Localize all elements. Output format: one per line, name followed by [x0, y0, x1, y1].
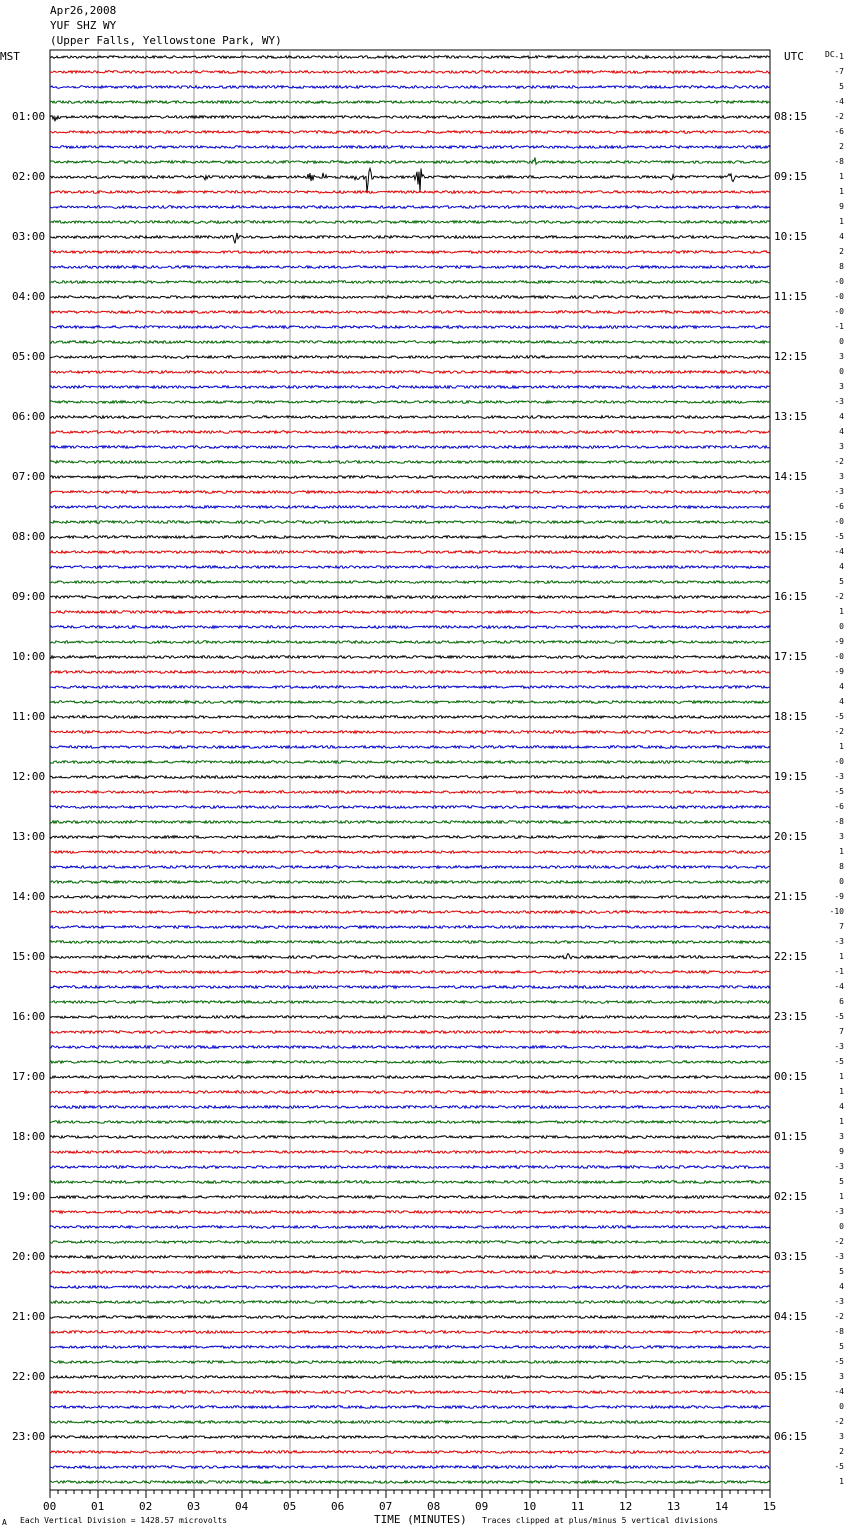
- utc-hour-label: 08:15: [774, 110, 808, 123]
- dc-offset-label: -6: [834, 502, 844, 511]
- dc-offset-label: -3: [834, 1042, 844, 1051]
- trace-row-6: [50, 146, 770, 149]
- dc-offset-label: 7: [839, 1027, 844, 1036]
- utc-hour-label: 01:15: [774, 1130, 808, 1143]
- utc-hour-label: 23:15: [774, 1010, 808, 1023]
- dc-offset-label: 0: [839, 1402, 844, 1411]
- trace-row-87: [50, 1361, 770, 1364]
- dc-offset-label: -0: [834, 757, 844, 766]
- trace-row-44: [50, 716, 770, 719]
- dc-offset-label: 5: [839, 1177, 844, 1186]
- mst-hour-label: 06:00: [12, 410, 46, 423]
- x-tick-label: 00: [43, 1500, 57, 1513]
- dc-offset-label: 8: [839, 262, 844, 271]
- x-tick-label: 01: [91, 1500, 105, 1513]
- trace-row-81: [50, 1271, 770, 1274]
- dc-offset-label: -3: [834, 397, 844, 406]
- dc-offset-label: 0: [839, 622, 844, 631]
- dc-offset-label: 9: [839, 202, 844, 211]
- trace-row-95: [50, 1481, 770, 1484]
- dc-offset-label: 1: [839, 217, 844, 226]
- trace-row-39: [50, 641, 770, 644]
- x-tick-label: 06: [331, 1500, 345, 1513]
- mst-hour-label: 18:00: [12, 1130, 46, 1143]
- trace-row-0: [50, 56, 770, 59]
- dc-offset-label: -6: [834, 127, 844, 136]
- dc-offset-label: -9: [834, 637, 844, 646]
- mst-hour-label: 03:00: [12, 230, 46, 243]
- dc-offset-label: 5: [839, 1342, 844, 1351]
- dc-offset-label: -1: [834, 322, 844, 331]
- trace-row-88: [50, 1376, 770, 1379]
- dc-offset-label: -4: [834, 547, 844, 556]
- trace-row-43: [50, 701, 770, 704]
- trace-row-70: [50, 1106, 770, 1109]
- trace-row-86: [50, 1346, 770, 1349]
- x-tick-label: 14: [715, 1500, 729, 1513]
- x-tick-label: 02: [139, 1500, 153, 1513]
- trace-row-65: [50, 1031, 770, 1034]
- utc-hour-label: 15:15: [774, 530, 808, 543]
- dc-offset-label: -1: [834, 967, 844, 976]
- trace-row-77: [50, 1211, 770, 1214]
- dc-offset-label: -9: [834, 667, 844, 676]
- utc-hour-label: 09:15: [774, 170, 808, 183]
- dc-offset-label: -8: [834, 1327, 844, 1336]
- dc-offset-label: -3: [834, 1207, 844, 1216]
- x-tick-label: 10: [523, 1500, 537, 1513]
- dc-offset-label: 8: [839, 862, 844, 871]
- trace-row-27: [50, 461, 770, 464]
- dc-offset-label: 0: [839, 337, 844, 346]
- dc-offset-label: -4: [834, 982, 844, 991]
- dc-offset-label: 1: [839, 1192, 844, 1201]
- trace-row-32: [50, 536, 770, 539]
- dc-offset-label: 4: [839, 1102, 844, 1111]
- utc-hour-label: 04:15: [774, 1310, 808, 1323]
- trace-row-21: [50, 371, 770, 374]
- x-tick-label: 04: [235, 1500, 249, 1513]
- utc-hour-label: 21:15: [774, 890, 808, 903]
- dc-offset-label: 0: [839, 877, 844, 886]
- utc-hour-label: 17:15: [774, 650, 808, 663]
- dc-offset-label: 3: [839, 352, 844, 361]
- dc-offset-label: 3: [839, 382, 844, 391]
- trace-row-61: [50, 971, 770, 974]
- trace-row-22: [50, 386, 770, 389]
- trace-row-78: [50, 1226, 770, 1229]
- mst-hour-label: 15:00: [12, 950, 46, 963]
- mst-hour-label: 16:00: [12, 1010, 46, 1023]
- mst-hour-label: 08:00: [12, 530, 46, 543]
- dc-offset-label: 1: [839, 187, 844, 196]
- trace-row-49: [50, 791, 770, 794]
- utc-hour-label: 19:15: [774, 770, 808, 783]
- trace-row-52: [50, 836, 770, 839]
- trace-row-35: [50, 581, 770, 584]
- dc-offset-label: -2: [834, 592, 844, 601]
- dc-label: DC: [825, 50, 835, 59]
- dc-offset-label: -0: [834, 307, 844, 316]
- utc-hour-label: 12:15: [774, 350, 808, 363]
- trace-row-42: [50, 686, 770, 689]
- dc-offset-label: -3: [834, 487, 844, 496]
- trace-row-29: [50, 491, 770, 494]
- mst-hour-label: 19:00: [12, 1190, 46, 1203]
- trace-row-53: [50, 851, 770, 854]
- trace-row-59: [50, 941, 770, 944]
- dc-offset-label: 1: [839, 1072, 844, 1081]
- trace-row-24: [50, 416, 770, 419]
- trace-row-67: [50, 1061, 770, 1064]
- dc-offset-label: -9: [834, 892, 844, 901]
- dc-offset-label: -10: [829, 907, 844, 916]
- utc-hour-label: 22:15: [774, 950, 808, 963]
- dc-offset-label: 3: [839, 1372, 844, 1381]
- trace-row-38: [50, 626, 770, 629]
- dc-offset-label: -0: [834, 292, 844, 301]
- trace-row-85: [50, 1331, 770, 1334]
- footer-mark: A: [2, 1518, 7, 1527]
- dc-offset-label: 1: [839, 1117, 844, 1126]
- dc-offset-label: -5: [834, 532, 844, 541]
- trace-row-89: [50, 1391, 770, 1394]
- trace-row-1: [50, 71, 770, 74]
- dc-offset-label: 1: [839, 607, 844, 616]
- trace-row-40: [50, 656, 770, 659]
- trace-row-51: [50, 821, 770, 824]
- x-tick-label: 05: [283, 1500, 297, 1513]
- trace-row-31: [50, 521, 770, 524]
- trace-row-73: [50, 1151, 770, 1154]
- x-axis-title: TIME (MINUTES): [374, 1513, 467, 1526]
- trace-row-48: [50, 776, 770, 779]
- trace-row-58: [50, 926, 770, 929]
- dc-offset-label: -3: [834, 1162, 844, 1171]
- x-tick-label: 15: [763, 1500, 777, 1513]
- dc-offset-label: 5: [839, 577, 844, 586]
- trace-row-69: [50, 1091, 770, 1094]
- trace-row-94: [50, 1466, 770, 1469]
- trace-row-92: [50, 1436, 770, 1439]
- mst-hour-label: 23:00: [12, 1430, 46, 1443]
- trace-row-90: [50, 1406, 770, 1409]
- dc-offset-label: -2: [834, 1237, 844, 1246]
- dc-offset-label: 1: [839, 1477, 844, 1486]
- x-tick-label: 07: [379, 1500, 393, 1513]
- trace-row-91: [50, 1421, 770, 1424]
- trace-row-41: [50, 671, 770, 674]
- dc-offset-label: -3: [834, 1297, 844, 1306]
- trace-row-25: [50, 431, 770, 434]
- dc-offset-label: -1: [834, 52, 844, 61]
- dc-offset-label: -4: [834, 1387, 844, 1396]
- utc-hour-label: 14:15: [774, 470, 808, 483]
- dc-offset-label: 9: [839, 1147, 844, 1156]
- trace-row-55: [50, 881, 770, 884]
- trace-row-68: [50, 1076, 770, 1079]
- trace-row-82: [50, 1286, 770, 1289]
- x-tick-label: 08: [427, 1500, 441, 1513]
- dc-offset-label: -8: [834, 157, 844, 166]
- mst-hour-label: 02:00: [12, 170, 46, 183]
- trace-row-50: [50, 806, 770, 809]
- dc-offset-label: 4: [839, 232, 844, 241]
- mst-hour-label: 09:00: [12, 590, 46, 603]
- dc-offset-label: -8: [834, 817, 844, 826]
- utc-hour-label: 02:15: [774, 1190, 808, 1203]
- dc-offset-label: 2: [839, 247, 844, 256]
- trace-row-9: [50, 191, 770, 194]
- trace-row-3: [50, 101, 770, 104]
- trace-row-15: [50, 281, 770, 284]
- dc-offset-label: -7: [834, 67, 844, 76]
- plot-date: Apr26,2008: [50, 4, 117, 17]
- mst-hour-label: 07:00: [12, 470, 46, 483]
- dc-offset-label: 4: [839, 697, 844, 706]
- dc-offset-label: 3: [839, 442, 844, 451]
- trace-row-37: [50, 611, 770, 614]
- mst-hour-label: 12:00: [12, 770, 46, 783]
- utc-hour-label: 00:15: [774, 1070, 808, 1083]
- trace-row-57: [50, 911, 770, 914]
- trace-row-80: [50, 1256, 770, 1259]
- mst-hour-label: 17:00: [12, 1070, 46, 1083]
- dc-offset-label: -0: [834, 652, 844, 661]
- trace-row-28: [50, 476, 770, 479]
- dc-offset-label: 1: [839, 172, 844, 181]
- dc-offset-label: 3: [839, 1432, 844, 1441]
- trace-row-45: [50, 731, 770, 734]
- x-tick-label: 13: [667, 1500, 681, 1513]
- dc-offset-label: -2: [834, 727, 844, 736]
- trace-row-5: [50, 131, 770, 134]
- trace-row-56: [50, 896, 770, 899]
- dc-offset-label: -2: [834, 1417, 844, 1426]
- trace-row-75: [50, 1181, 770, 1184]
- dc-offset-label: 1: [839, 952, 844, 961]
- trace-row-83: [50, 1301, 770, 1304]
- trace-row-93: [50, 1451, 770, 1454]
- utc-hour-label: 10:15: [774, 230, 808, 243]
- dc-offset-label: 4: [839, 682, 844, 691]
- dc-offset-label: 7: [839, 922, 844, 931]
- trace-row-26: [50, 446, 770, 449]
- clip-note: Traces clipped at plus/minus 5 vertical divisions: [482, 1516, 719, 1525]
- dc-offset-label: 0: [839, 1222, 844, 1231]
- trace-row-36: [50, 596, 770, 599]
- dc-offset-label: -5: [834, 1057, 844, 1066]
- trace-row-23: [50, 401, 770, 404]
- station-location: (Upper Falls, Yellowstone Park, WY): [50, 34, 282, 47]
- dc-offset-label: 4: [839, 1282, 844, 1291]
- mst-hour-label: 20:00: [12, 1250, 46, 1263]
- trace-row-19: [50, 341, 770, 344]
- dc-offset-label: -2: [834, 112, 844, 121]
- trace-row-4: [50, 116, 770, 122]
- utc-hour-label: 20:15: [774, 830, 808, 843]
- dc-offset-label: 3: [839, 1132, 844, 1141]
- utc-hour-label: 18:15: [774, 710, 808, 723]
- scale-note: Each Vertical Division = 1428.57 microvolts: [20, 1516, 228, 1525]
- trace-row-79: [50, 1241, 770, 1244]
- trace-row-11: [50, 221, 770, 224]
- trace-row-10: [50, 206, 770, 209]
- dc-offset-label: -2: [834, 457, 844, 466]
- utc-hour-label: 13:15: [774, 410, 808, 423]
- trace-row-12: [50, 233, 770, 244]
- trace-row-64: [50, 1016, 770, 1019]
- utc-hour-label: 16:15: [774, 590, 808, 603]
- trace-row-46: [50, 746, 770, 749]
- dc-offset-label: -5: [834, 712, 844, 721]
- utc-hour-label: 11:15: [774, 290, 808, 303]
- trace-row-17: [50, 311, 770, 314]
- dc-offset-label: 4: [839, 562, 844, 571]
- dc-offset-label: -5: [834, 1357, 844, 1366]
- trace-row-74: [50, 1166, 770, 1169]
- dc-offset-label: -2: [834, 1312, 844, 1321]
- dc-offset-label: -5: [834, 1012, 844, 1021]
- trace-row-84: [50, 1316, 770, 1319]
- dc-offset-label: -3: [834, 937, 844, 946]
- dc-offset-label: -4: [834, 97, 844, 106]
- trace-row-18: [50, 326, 770, 329]
- utc-hour-label: 05:15: [774, 1370, 808, 1383]
- station-code: YUF SHZ WY: [50, 19, 117, 32]
- trace-row-14: [50, 266, 770, 269]
- trace-row-72: [50, 1136, 770, 1139]
- dc-offset-label: -5: [834, 1462, 844, 1471]
- trace-row-60: [50, 954, 770, 959]
- dc-offset-label: 2: [839, 1447, 844, 1456]
- utc-label: UTC: [784, 50, 804, 63]
- dc-offset-label: 4: [839, 427, 844, 436]
- x-tick-label: 09: [475, 1500, 489, 1513]
- dc-offset-label: 6: [839, 997, 844, 1006]
- trace-row-54: [50, 866, 770, 869]
- trace-row-30: [50, 506, 770, 509]
- dc-offset-label: -0: [834, 277, 844, 286]
- dc-offset-label: 3: [839, 472, 844, 481]
- mst-hour-label: 05:00: [12, 350, 46, 363]
- mst-hour-label: 11:00: [12, 710, 46, 723]
- mst-hour-label: 13:00: [12, 830, 46, 843]
- x-tick-label: 03: [187, 1500, 201, 1513]
- x-tick-label: 11: [571, 1500, 585, 1513]
- dc-offset-label: 1: [839, 1087, 844, 1096]
- utc-hour-label: 06:15: [774, 1430, 808, 1443]
- dc-offset-label: 5: [839, 1267, 844, 1276]
- trace-row-33: [50, 551, 770, 554]
- x-tick-label: 12: [619, 1500, 633, 1513]
- dc-offset-label: 1: [839, 742, 844, 751]
- dc-offset-label: 2: [839, 142, 844, 151]
- trace-row-62: [50, 986, 770, 989]
- mst-hour-label: 10:00: [12, 650, 46, 663]
- dc-offset-label: 5: [839, 82, 844, 91]
- mst-hour-label: 22:00: [12, 1370, 46, 1383]
- utc-hour-label: 03:15: [774, 1250, 808, 1263]
- trace-row-20: [50, 356, 770, 359]
- dc-offset-label: 1: [839, 847, 844, 856]
- trace-row-71: [50, 1121, 770, 1124]
- trace-row-47: [50, 761, 770, 764]
- trace-row-8: [50, 168, 770, 192]
- mst-hour-label: 14:00: [12, 890, 46, 903]
- trace-row-16: [50, 296, 770, 299]
- trace-row-63: [50, 1001, 770, 1004]
- trace-row-2: [50, 86, 770, 89]
- dc-offset-label: -3: [834, 772, 844, 781]
- dc-offset-label: -0: [834, 517, 844, 526]
- trace-row-13: [50, 251, 770, 254]
- trace-row-34: [50, 566, 770, 569]
- dc-offset-label: 4: [839, 412, 844, 421]
- dc-offset-label: -5: [834, 787, 844, 796]
- trace-row-66: [50, 1046, 770, 1049]
- mst-label: MST: [0, 50, 20, 63]
- trace-row-76: [50, 1196, 770, 1199]
- mst-hour-label: 04:00: [12, 290, 46, 303]
- dc-offset-label: -6: [834, 802, 844, 811]
- mst-hour-label: 01:00: [12, 110, 46, 123]
- trace-row-7: [50, 157, 770, 164]
- dc-offset-label: 3: [839, 832, 844, 841]
- mst-hour-label: 21:00: [12, 1310, 46, 1323]
- dc-offset-label: 0: [839, 367, 844, 376]
- dc-offset-label: -3: [834, 1252, 844, 1261]
